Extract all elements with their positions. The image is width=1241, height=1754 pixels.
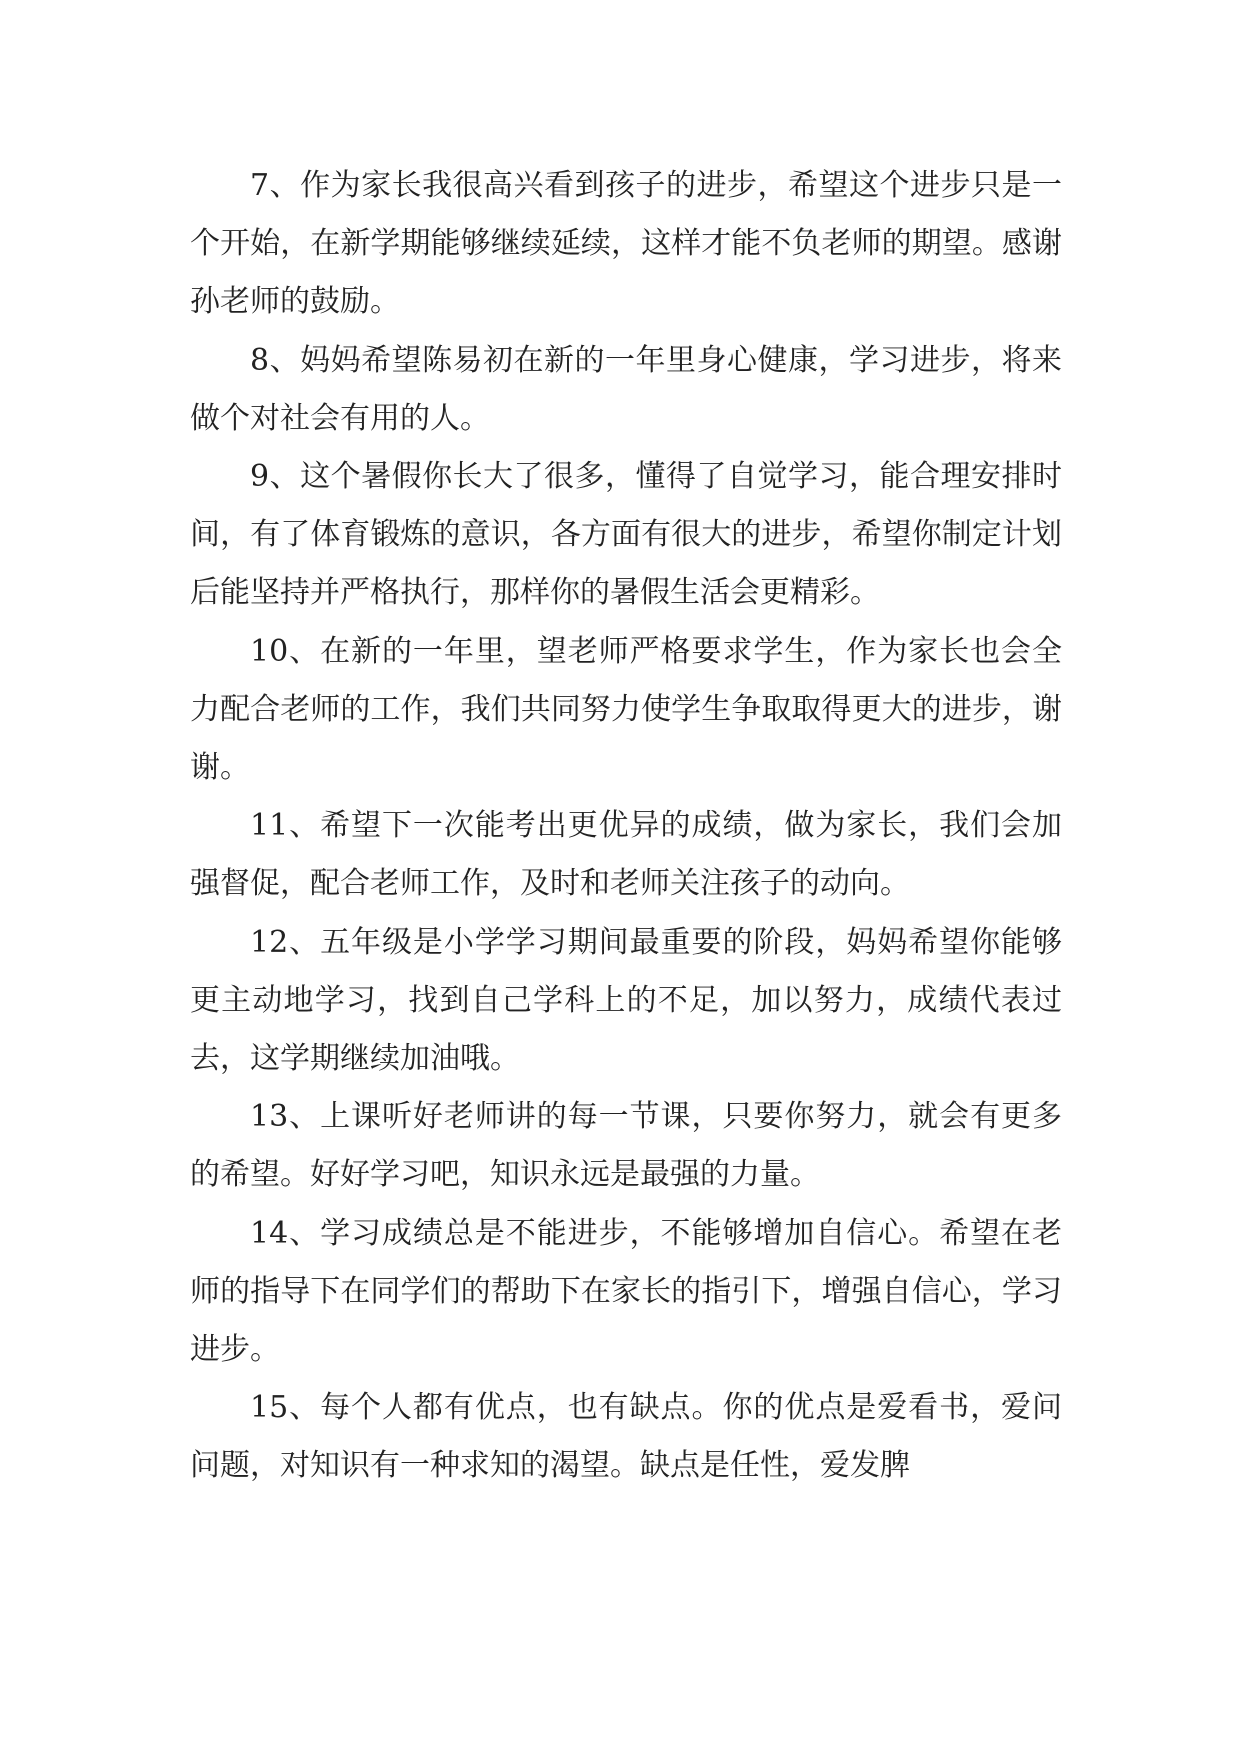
paragraph-7: 7、作为家长我很高兴看到孩子的进步，希望这个进步只是一个开始，在新学期能够继续延续，这样才能不负老师的期望。感谢孙老师的鼓励。 bbox=[190, 168, 1062, 320]
paragraph-10: 10、在新的一年里，望老师严格要求学生，作为家长也会全力配合老师的工作，我们共同努力使学生争取取得更大的进步，谢谢。 bbox=[190, 633, 1062, 786]
document-body bbox=[190, 157, 1062, 1496]
paragraph-14: 14、学习成绩总是不能进步，不能够增加自信心。希望在老师的指导下在同学们的帮助下在家长的指引下，增强自信心，学习进步。 bbox=[190, 1215, 1062, 1368]
paragraph-13: 13、上课听好老师讲的每一节课，只要你努力，就会有更多的希望。好好学习吧，知识永远是最强的力量。 bbox=[190, 1099, 1062, 1193]
paragraph-15: 15、每个人都有优点，也有缺点。你的优点是爱看书，爱问问题，对知识有一种求知的渴望。缺点是任性，爱发脾 bbox=[190, 1390, 1062, 1484]
paragraph-12: 12、五年级是小学学习期间最重要的阶段，妈妈希望你能够更主动地学习，找到自己学科上的不足，加以努力，成绩代表过去，这学期继续加油哦。 bbox=[190, 924, 1062, 1077]
paragraph-11: 11、希望下一次能考出更优异的成绩，做为家长，我们会加强督促，配合老师工作，及时和老师关注孩子的动向。 bbox=[190, 808, 1062, 902]
paragraph-9: 9、这个暑假你长大了很多，懂得了自觉学习，能合理安排时间，有了体育锻炼的意识，各方面有很大的进步，希望你制定计划后能坚持并严格执行，那样你的暑假生活会更精彩。 bbox=[190, 459, 1062, 611]
paragraph-8: 8、妈妈希望陈易初在新的一年里身心健康，学习进步，将来做个对社会有用的人。 bbox=[190, 342, 1062, 436]
